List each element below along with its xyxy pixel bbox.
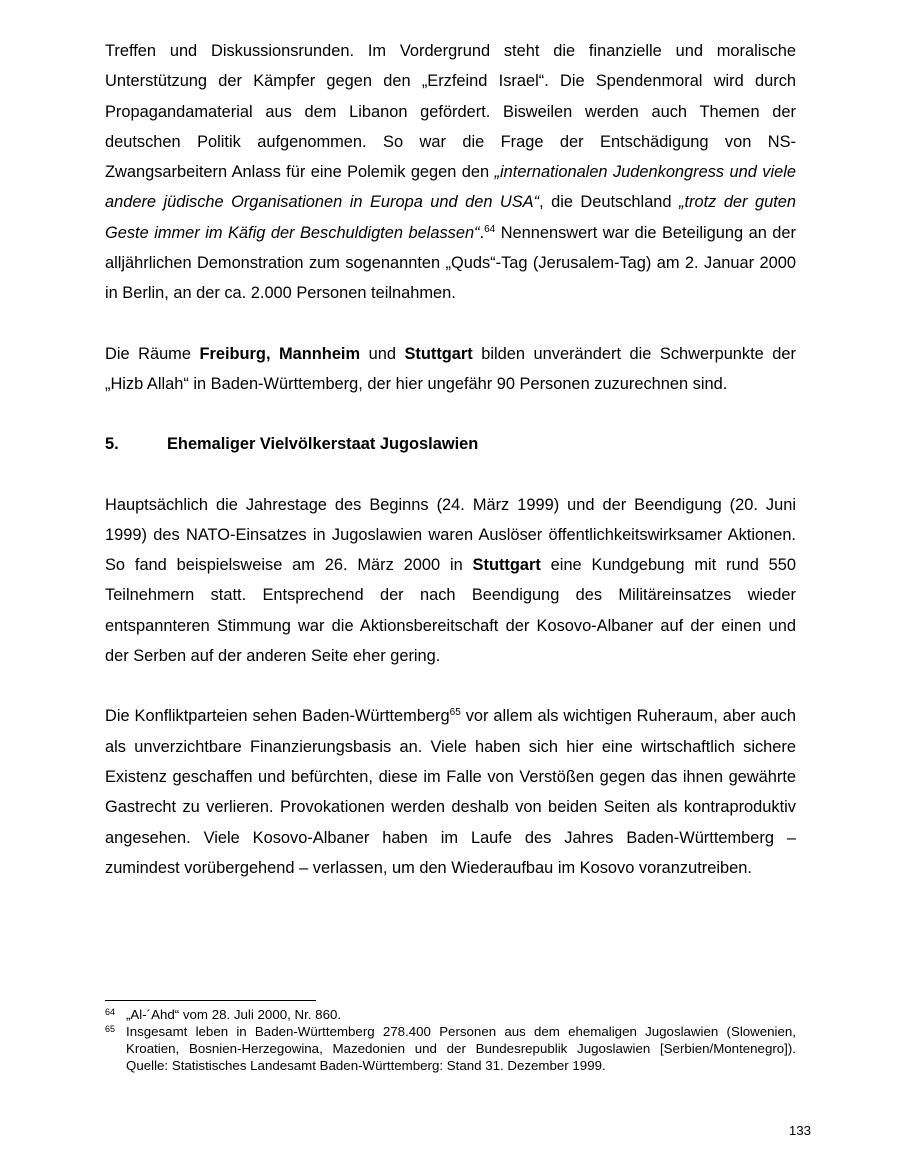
- footnotes: [105, 1006, 796, 1074]
- footnote-text: Insgesamt leben in Baden-Württemberg 278.400 Personen aus dem ehemaligen Jugoslawien (Slowenien, Kroatien, Bosnien-Herzegowina, Mazedonien und der Bundesrepublik Jugoslawien [Serbien/Montenegro]). Quelle: Statistisches Landesamt Baden-Württemberg: Stand 31. Dezember 1999.: [126, 1024, 796, 1073]
- paragraph-hizb-allah-regions: Die Räume Freiburg, Mannheim und Stuttgart bilden unverändert die Schwerpunkte der „Hizb Allah“ in Baden-Württemberg, der hier ungefähr 90 Personen zuzurechnen sind.: [105, 344, 796, 393]
- footnote-separator: [105, 1000, 316, 1001]
- page-body: [105, 36, 796, 883]
- footnote-ref-65[interactable]: 65: [449, 707, 461, 719]
- page-number: 133: [788, 1123, 811, 1138]
- quote-kaefig: „trotz der guten Geste immer im Käfig der Beschuldigten belassen“: [105, 193, 796, 242]
- section-heading: [105, 429, 796, 459]
- footnote-mark: 65: [105, 1024, 116, 1034]
- footnote-mark: 64: [105, 1007, 116, 1017]
- section-number: 5.: [105, 435, 119, 454]
- footnote-ref-64[interactable]: 64: [484, 223, 496, 235]
- footnote-65: [105, 1023, 796, 1074]
- paragraph-conflict-parties: Die Konfliktparteien sehen Baden-Württemberg$^{65}$ vor allem als wichtigen Ruheraum, aber auch als unverzichtbare Finanzierungsbasis an. Viele haben sich hier eine wirtschaftlich sichere Existenz geschaffen und befürchten, diese im Falle von Verstößen gegen das ihnen gewährte Gastrecht zu verlieren. Provokationen werden deshalb von beiden Seiten als kontraproduktiv angesehen. Viele Kosovo-Albaner haben im Laufe des Jahres Baden-Württemberg – zumindest vorübergehend – verlassen, um den Wiederaufbau im Kosovo voranzutreiben.: [105, 707, 796, 877]
- quote-judenkongress: „internationalen Judenkongress und viele andere jüdische Organisationen in Europa und den USA“: [105, 163, 796, 212]
- paragraph-nato-anniversaries: Hauptsächlich die Jahrestage des Beginns (24. März 1999) und der Beendigung (20. Juni 1999) des NATO-Einsatzes in Jugoslawien waren Auslöser öffentlichkeitswirksamer Aktionen. So fand beispielsweise am 26. März 2000 in Stuttgart eine Kundgebung mit rund 550 Teilnehmern statt. Entsprechend der nach Beendigung des Militäreinsatzes wieder entspannteren Stimmung war die Aktionsbereitschaft der Kosovo-Albaner auf der einen und der Serben auf der anderen Seite eher gering.: [105, 495, 797, 666]
- footnote-text: „Al-´Ahd“ vom 28. Juli 2000, Nr. 860.: [126, 1007, 342, 1022]
- paragraph-hizb-allah-activities: Treffen und Diskussionsrunden. Im Vordergrund steht die finanzielle und moralische Unterstützung der Kämpfer gegen den „Erzfeind Israel“. Die Spendenmoral wird durch Propagandamaterial aus dem Libanon gefördert. Bisweilen werden auch Themen der deutschen Politik aufgenommen. So war die Frage der Entschädigung von NS-Zwangsarbeitern Anlass für eine Polemik gegen den „internationalen Judenkongress und viele andere jüdische Organisationen in Europa und den USA“, die Deutschland „trotz der guten Geste immer im Käfig der Beschuldigten belassen“.$^{64}$ Nennenswert war die Beteiligung an der alljährlichen Demonstration zum sogenannten „Quds“-Tag (Jerusalem-Tag) am 2. Januar 2000 in Berlin, an der ca. 2.000 Personen teilnahmen.: [105, 42, 796, 303]
- footnote-64: [105, 1006, 796, 1023]
- section-title: Ehemaliger Vielvölkerstaat Jugoslawien: [167, 435, 479, 454]
